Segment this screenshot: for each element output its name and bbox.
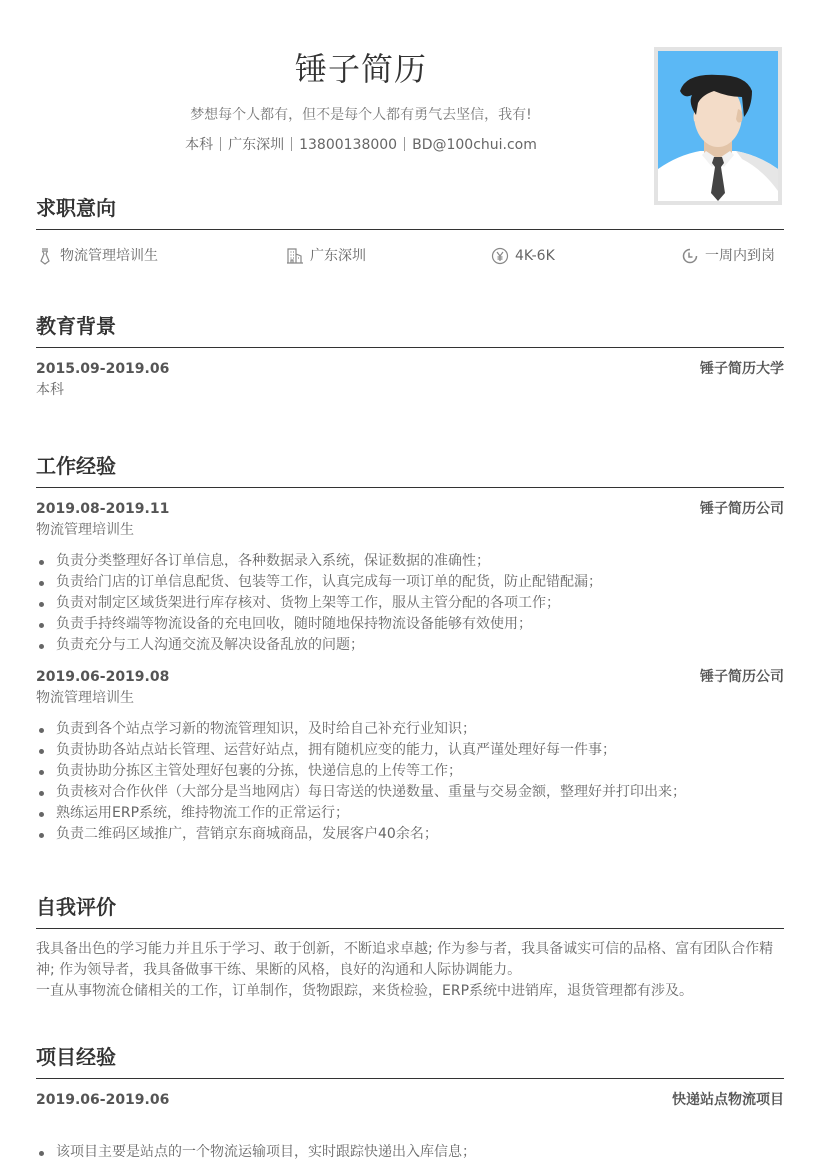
motto: 梦想每个人都有，但不是每个人都有勇气去坚信，我有! xyxy=(190,107,532,123)
building-icon xyxy=(286,247,304,265)
contact-email: BD@100chui.com xyxy=(412,137,537,153)
entry-project-name: 快递站点物流项目 xyxy=(672,1092,784,1108)
resume-name: 锤子简历 xyxy=(294,50,427,88)
list-item: 负责二维码区域推广，营销京东商城商品，发展客户40余名； xyxy=(36,824,784,845)
list-item: 负责对制定区域货架进行库存核对、货物上架等工作，服从主管分配的各项工作； xyxy=(36,593,784,614)
paragraph-text: 我具备出色的学习能力并且乐于学习、敢于创新，不断追求卓越; 作为参与者，我具备诚实可信的品格、富有团队合作精神; 作为领导者，我具备做事干练、果断的风格，良好的沟通和人际协调能力。 xyxy=(36,941,774,978)
entry-school: 锤子简历大学 xyxy=(700,361,784,377)
section-title: 教育背景 xyxy=(36,314,116,338)
paragraph-text: 一直从事物流仓储相关的工作，订单制作，货物跟踪，来货检验，ERP系统中进销库，退货管理都有涉及。 xyxy=(36,983,694,999)
section-divider xyxy=(36,928,784,929)
entry-bullets xyxy=(36,719,784,845)
section-projects xyxy=(36,1042,784,1160)
avatar-illustration-icon xyxy=(658,51,778,201)
entry-bullets xyxy=(36,551,784,656)
contact-location: 广东深圳 xyxy=(228,137,285,153)
entry-company: 锤子简历公司 xyxy=(700,669,784,685)
section-job-intent xyxy=(36,193,784,274)
work-entry xyxy=(36,499,784,656)
section-education xyxy=(36,311,784,401)
intent-location xyxy=(286,246,366,266)
section-title: 自我评价 xyxy=(36,895,116,919)
contact-degree: 本科 xyxy=(185,137,214,153)
clock-icon xyxy=(681,247,699,265)
intent-position xyxy=(36,246,158,266)
work-entry xyxy=(36,667,784,845)
section-self-evaluation xyxy=(36,892,784,1002)
entry-degree: 本科 xyxy=(36,382,64,398)
section-title: 项目经验 xyxy=(36,1045,116,1069)
self-eval-paragraph xyxy=(36,939,784,1002)
intent-row xyxy=(36,238,784,274)
section-divider xyxy=(36,347,784,348)
list-item: 熟练运用ERP系统，维持物流工作的正常运行； xyxy=(36,803,784,824)
contact-line xyxy=(36,134,686,156)
list-item: 负责协助各站点站长管理、运营好站点，拥有随机应变的能力，认真严谨处理好每一件事； xyxy=(36,740,784,761)
list-item: 负责到各个站点学习新的物流管理知识，及时给自己补充行业知识； xyxy=(36,719,784,740)
intent-salary xyxy=(491,246,555,266)
intent-location-label: 广东深圳 xyxy=(310,248,366,264)
project-entry xyxy=(36,1090,784,1160)
tie-icon xyxy=(36,247,54,265)
divider xyxy=(291,137,292,151)
intent-salary-label: 4K-6K xyxy=(515,248,555,264)
divider xyxy=(404,137,405,151)
entry-company: 锤子简历公司 xyxy=(700,501,784,517)
section-title: 求职意向 xyxy=(36,196,116,220)
entry-period: 2019.06-2019.06 xyxy=(36,1092,170,1108)
list-item: 负责给门店的订单信息配货、包装等工作，认真完成每一项订单的配货，防止配错配漏； xyxy=(36,572,784,593)
section-title: 工作经验 xyxy=(36,454,116,478)
entry-bullets xyxy=(36,1142,784,1160)
list-item: 负责核对合作伙伴（大部分是当地网店）每日寄送的快递数量、重量与交易金额，整理好并打印出来； xyxy=(36,782,784,803)
entry-role: 物流管理培训生 xyxy=(36,690,134,706)
entry-role: 物流管理培训生 xyxy=(36,522,134,538)
list-item: 负责协助分拣区主管处理好包裹的分拣，快递信息的上传等工作； xyxy=(36,761,784,782)
entry-period: 2015.09-2019.06 xyxy=(36,361,170,377)
resume-header xyxy=(36,0,784,190)
divider xyxy=(220,137,221,151)
entry-header xyxy=(36,1090,784,1110)
list-item: 负责分类整理好各订单信息，各种数据录入系统，保证数据的准确性； xyxy=(36,551,784,572)
entry-header xyxy=(36,359,784,379)
resume-page xyxy=(36,0,784,1160)
intent-position-label: 物流管理培训生 xyxy=(60,248,158,264)
intent-availability-label: 一周内到岗 xyxy=(705,248,775,264)
avatar xyxy=(654,47,782,205)
section-divider xyxy=(36,1078,784,1079)
entry-period: 2019.06-2019.08 xyxy=(36,669,170,685)
section-divider xyxy=(36,487,784,488)
entry-header xyxy=(36,499,784,519)
section-divider xyxy=(36,229,784,230)
entry-header xyxy=(36,667,784,687)
list-item: 负责充分与工人沟通交流及解决设备乱放的问题； xyxy=(36,635,784,656)
yen-icon xyxy=(491,247,509,265)
contact-phone: 13800138000 xyxy=(299,137,398,153)
intent-availability xyxy=(681,246,775,266)
education-entry xyxy=(36,359,784,401)
section-work xyxy=(36,451,784,845)
entry-period: 2019.08-2019.11 xyxy=(36,501,170,517)
list-item: 该项目主要是站点的一个物流运输项目，实时跟踪快递出入库信息； xyxy=(36,1142,784,1160)
list-item: 负责手持终端等物流设备的充电回收，随时随地保持物流设备能够有效使用； xyxy=(36,614,784,635)
